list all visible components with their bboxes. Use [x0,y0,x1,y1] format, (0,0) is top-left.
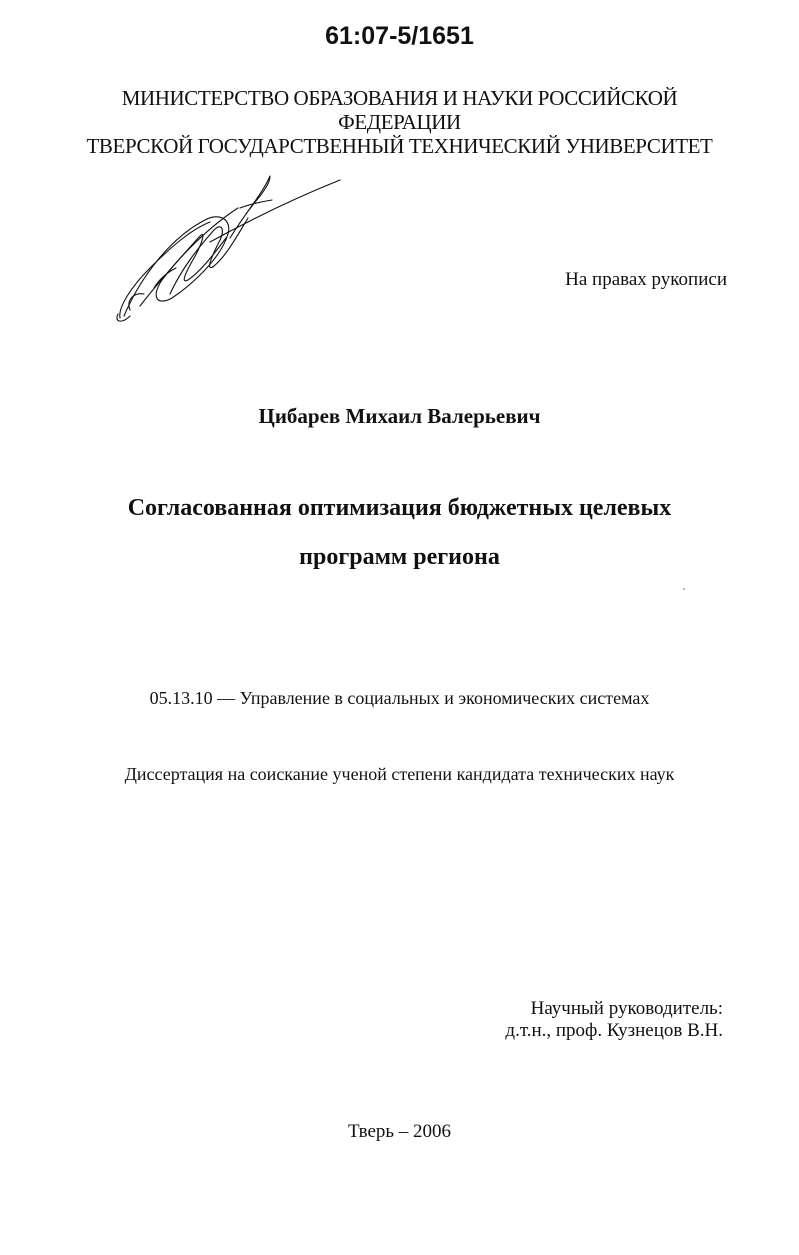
ministry-header [0,86,799,158]
scan-speck [683,588,685,590]
rights-note: На правах рукописи [565,269,727,290]
ministry-line-3: ТВЕРСКОЙ ГОСУДАРСТВЕННЫЙ ТЕХНИЧЕСКИЙ УНИВЕРСИТЕТ [86,134,713,158]
dissertation-type: Диссертация на соискание ученой степени кандидата технических наук [124,764,675,784]
title-line-1: Согласованная оптимизация бюджетных целевых [127,495,672,521]
signature-icon [110,168,350,328]
author-name: Цибарев Михаил Валерьевич [258,404,541,428]
city-year: Тверь – 2006 [347,1121,452,1142]
dissertation-title [0,484,799,582]
registry-code: 61:07-5/1651 [325,22,474,50]
ministry-line-2: ФЕДЕРАЦИИ [338,110,461,134]
title-line-2: программ региона [299,544,500,570]
advisor-block [505,998,723,1042]
advisor-name: д.т.н., проф. Кузнецов В.Н. [505,1020,723,1041]
ministry-line-1: МИНИСТЕРСТВО ОБРАЗОВАНИЯ И НАУКИ РОССИЙСКОЙ [121,86,678,110]
specialty-code: 05.13.10 — Управление в социальных и экономических системах [149,688,650,708]
advisor-label: Научный руководитель: [530,998,723,1019]
